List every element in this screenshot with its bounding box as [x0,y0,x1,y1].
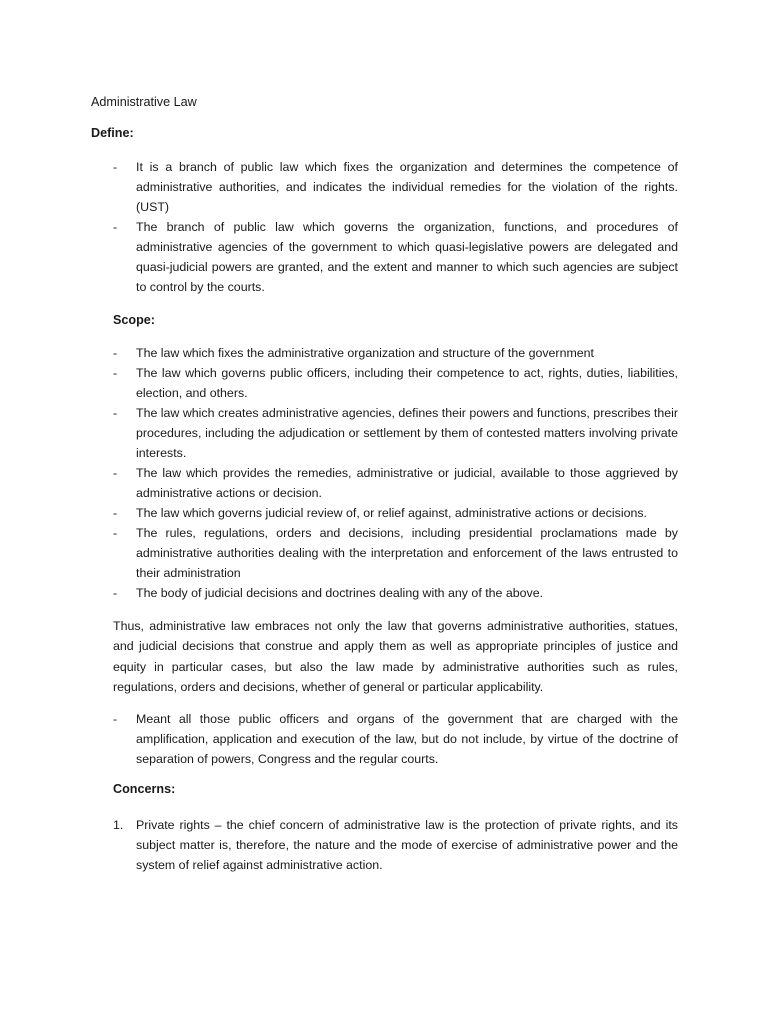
define-heading: Define: [91,126,134,140]
bullet-marker: - [113,346,118,360]
document-title: Administrative Law [91,95,197,109]
list-item [113,523,678,583]
bullet-marker: - [113,586,118,600]
list-item-text: It is a branch of public law which fixes the organization and determines the competence of administrative authorities, and indicates the individual remedies for the violation of the rights. (UST) [136,160,678,214]
list-item-text: The law which governs public officers, including their competence to act, rights, duties, liabilities, election, and others. [136,366,678,400]
meant-list [113,709,678,769]
list-item-text: The body of judicial decisions and doctrines dealing with any of the above. [136,586,544,600]
list-item-text: The branch of public law which governs the organization, functions, and procedures of administrative agencies of the government to which quasi-legislative powers are delegated and quasi-judicial powers are granted, and the extent and manner to which such agencies are subject to control by the courts. [136,220,678,294]
list-item [113,815,678,875]
list-item-text: The rules, regulations, orders and decisions, including presidential proclamations made by administrative authorities dealing with the interpretation and enforcement of the laws entrusted to their administration [136,526,678,580]
bullet-marker: - [113,526,118,540]
list-item-text: The law which fixes the administrative organization and structure of the government [136,346,594,360]
list-item [113,403,678,463]
list-item [113,343,678,363]
list-item [113,363,678,403]
concerns-heading: Concerns: [113,782,176,796]
list-item [113,583,678,603]
bullet-marker: - [113,712,118,726]
list-item-text: The law which provides the remedies, administrative or judicial, available to those aggrieved by administrative actions or decision. [136,466,678,500]
bullet-marker: - [113,406,118,420]
thus-paragraph: Thus, administrative law embraces not only the law that governs administrative authorities, statues, and judicial decisions that construe and apply them as well as appropriate principles of justice and equity in particular cases, but also the law made by administrative authorities such as rules, regulations, orders and decisions, whether of general or particular applicability. [113,619,678,695]
list-item [113,157,678,217]
list-number: 1. [113,818,124,832]
bullet-marker: - [113,466,118,480]
bullet-marker: - [113,506,118,520]
scope-list [113,343,678,603]
bullet-marker: - [113,160,118,174]
define-list [113,157,678,297]
list-item [113,503,678,523]
list-item-text: Private rights – the chief concern of administrative law is the protection of private rights, and its subject matter is, therefore, the nature and the mode of exercise of administrative power and the system of relief against administrative action. [136,818,678,872]
concerns-list [113,815,678,875]
bullet-marker: - [113,220,118,234]
list-item-text: The law which creates administrative agencies, defines their powers and functions, prescribes their procedures, including the adjudication or settlement by them of contested matters involving private interests. [136,406,679,460]
list-item-text: Meant all those public officers and organs of the government that are charged with the amplification, application and execution of the law, but do not include, by virtue of the doctrine of separation of powers, Congress and the regular courts. [136,712,678,766]
list-item-text: The law which governs judicial review of, or relief against, administrative actions or decisions. [136,506,647,520]
list-item [113,217,678,297]
scope-heading: Scope: [113,313,155,327]
list-item [113,463,678,503]
bullet-marker: - [113,366,118,380]
list-item [113,709,678,769]
